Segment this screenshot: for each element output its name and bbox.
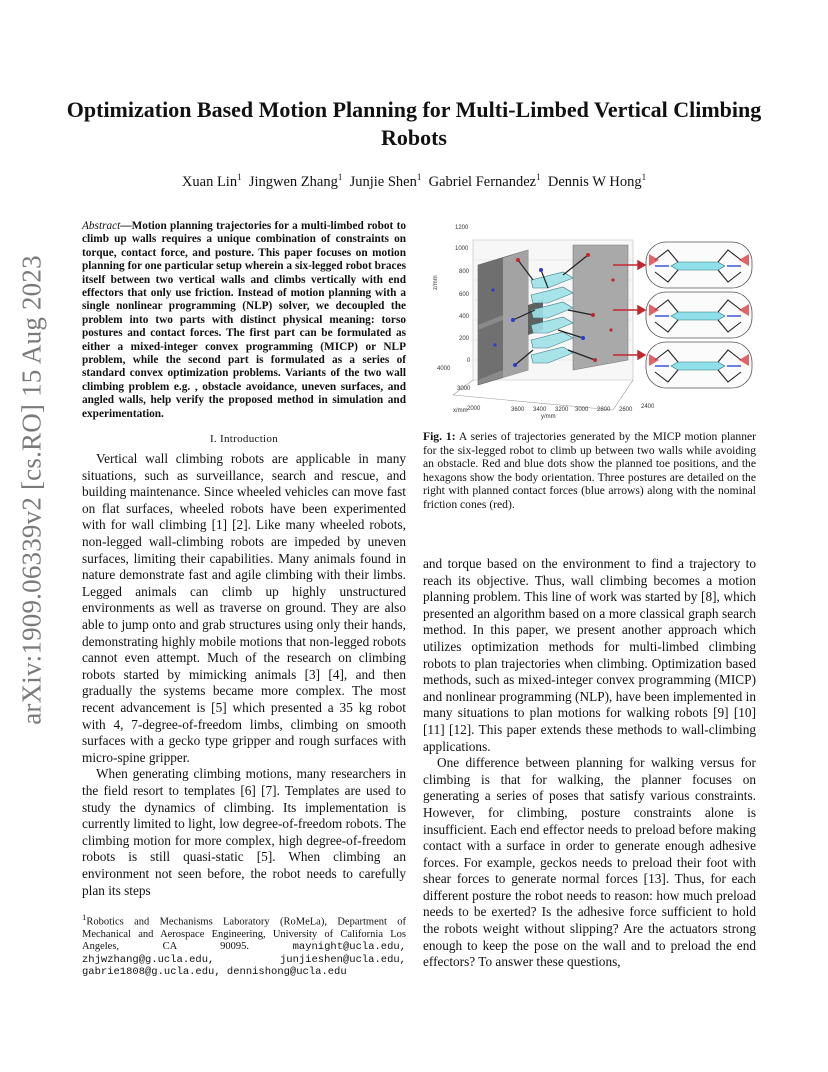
posture-details xyxy=(646,242,752,388)
footnote: $^1$Robotics and Mechanisms Laboratory (RoMeLa), Department of Mechanical and Aerospace Engineering, University of California Los Angeles, CA 90095. maynight@ucla.edu, zhjwzhang@g.ucla.edu, junjieshen@ucla.edu, gabrie1808@g.ucla.edu, dennishong@ucla.edu xyxy=(82,912,407,979)
y-tick: 2600 xyxy=(619,407,633,413)
intro-left-text xyxy=(82,451,406,899)
author-list xyxy=(60,172,768,191)
intro-right-text xyxy=(423,556,756,971)
footnote-emails: maynight@ucla.edu, zhjwzhang@g.ucla.edu, junjieshen@ucla.edu, gabrie1808@g.ucla.edu, dennishong@ucla.edu xyxy=(82,941,407,979)
author: Jingwen Zhang$^1$ xyxy=(248,172,343,190)
author: Junjie Shen$^1$ xyxy=(349,172,422,190)
y-tick: 2400 xyxy=(641,404,655,410)
z-axis-label: z/mm xyxy=(433,275,439,290)
z-tick: 1200 xyxy=(455,225,469,231)
arxiv-id: arXiv:1909.06339v2 [cs.RO] 15 Aug 2023 xyxy=(16,255,47,725)
y-tick: 2800 xyxy=(597,407,611,413)
z-tick: 400 xyxy=(459,314,470,320)
paragraph: Vertical wall climbing robots are applicable in many situations, such as surveillance, search and rescue, and building maintenance. Since wheeled vehicles can move fast on flat surfaces, wheeled robots have been experimented with for wall climbing [1] [2]. Like many wheeled robots, non-legged wall-climbing robots are impeded by uneven surfaces, limiting their capabilities. Many animals found in nature demonstrate fast and agile climbing with their limbs. Legged animals can climb up highly unstructured environments as well as traverse on ground. They are also able to jump onto and grab structures using only their hands, demonstrating highly mobile motions that non-legged robots cannot even attempt. Much of the research on climbing robots started by mimicking animals [3] [4], and then gradually the systems became more complex. The most recent advancement is [5] which presented a 35 kg robot with 4, 7-degree-of-freedom limbs, climbing on smooth surfaces with a gecko type gripper and rough surfaces with micro-spine gripper. xyxy=(82,451,406,765)
paper-title: Optimization Based Motion Planning for Multi-Limbed Vertical Climbing Robots xyxy=(66,97,762,150)
x-tick: 3000 xyxy=(457,386,471,392)
z-tick: 1000 xyxy=(455,246,469,252)
author: Xuan Lin$^1$ xyxy=(181,172,242,190)
y-tick: 3600 xyxy=(511,407,525,413)
x-tick: 4000 xyxy=(437,366,451,372)
x-tick: 2000 xyxy=(467,406,481,412)
caption-label: Fig. 1: xyxy=(423,430,456,443)
figure-1-graphic xyxy=(423,220,756,420)
arxiv-stamp xyxy=(12,255,52,725)
z-tick: 600 xyxy=(459,292,470,298)
abstract-label: Abstract xyxy=(82,220,121,232)
x-axis-label: x/mm xyxy=(453,408,468,414)
z-tick: 200 xyxy=(459,336,470,342)
z-tick: 800 xyxy=(459,269,470,275)
figure-caption xyxy=(423,430,756,512)
abstract xyxy=(82,220,406,421)
left-column xyxy=(82,220,406,979)
y-tick: 3200 xyxy=(555,407,569,413)
abstract-text: —Motion planning trajectories for a multi-limbed robot to climb up walls requires a unique combination of constraints on torque, contact force, and posture. This paper focuses on motion planning for one particular setup wherein a six-legged robot braces itself between two vertical walls and climbs vertically with end effectors that only use friction. Instead of motion planning with a single nonlinear programming (NLP) solver, we decoupled the problem into two parts with distinct physical meaning: torso postures and contact forces. The first part can be formulated as either a mixed-integer convex programming (MICP) or NLP problem, while the second part is formulated as a series of standard convex optimization problems. Variants of the two wall climbing problem e.g. , obstacle avoidance, uneven surfaces, and angled walls, help verify the proposed method in simulation and experimentation. xyxy=(82,220,406,420)
author: Dennis W Hong$^1$ xyxy=(547,172,647,190)
footnote-affiliation: Robotics and Mechanisms Laboratory (RoMeLa), Department of Mechanical and Aerospace Engineering, University of California Los Angeles, CA 90095. xyxy=(82,916,406,953)
paragraph: One difference between planning for walking versus for climbing is that for walking, the planner focuses on generating a series of poses that satisfy various constraints. However, for climbing, posture constraints alone is insufficient. Each end effector needs to preload before making contact with a surface in order to generate enough adhesive forces. For example, geckos needs to preload their foot with shear forces to generate normal forces [13]. Thus, for each different posture the robot needs to reason: how much preload needs to be exerted? Is the adhesive force sufficient to hold the robots weight without slipping? Are the actuators strong enough to keep the pose on the wall and to preload the end effectors? To answer these questions, xyxy=(423,755,756,970)
y-axis-label: y/mm xyxy=(541,414,556,420)
right-column xyxy=(423,220,756,512)
caption-text: A series of trajectories generated by the MICP motion planner for the six-legged robot to climb up between two walls while avoiding an obstacle. Red and blue dots show the planned toe positions, and the hexagons show the body orientation. Three postures are detailed on the right with planned contact forces (blue arrows) along with the nominal friction cones (red). xyxy=(423,430,757,511)
y-tick: 3400 xyxy=(533,407,547,413)
figure-1 xyxy=(423,220,756,420)
paragraph: and torque based on the environment to find a trajectory to reach its objective. Thus, wall climbing becomes a motion planning problem. This line of work was started by [8], which presented an algorithm based on a more classical graph search method. In this paper, we present another approach which utilizes optimization methods for multi-limbed climbing robots to plan trajectories when climbing. Optimization based methods, such as mixed-integer convex programming (MICP) and nonlinear programming (NLP), have been implemented in many situations to plan motions for walking robots [9] [10] [11] [12]. This paper extends these methods to wall-climbing applications. xyxy=(423,556,756,754)
paragraph: When generating climbing motions, many researchers in the field resort to templates [6] [7]. Templates are used to study the dynamics of climbing. Its implementation is currently limited to light, low degree-of-freedom robots. The climbing motion for more complex, high degree-of-freedom robots is still quasi-static [5]. When climbing an environment not seen before, the robot needs to carefully plan its steps xyxy=(82,766,406,898)
z-tick: 0 xyxy=(467,358,471,364)
plot-area xyxy=(433,225,655,420)
author: Gabriel Fernandez$^1$ xyxy=(428,172,541,190)
y-tick: 3000 xyxy=(575,407,589,413)
section-heading: I. Introduction xyxy=(209,433,279,446)
